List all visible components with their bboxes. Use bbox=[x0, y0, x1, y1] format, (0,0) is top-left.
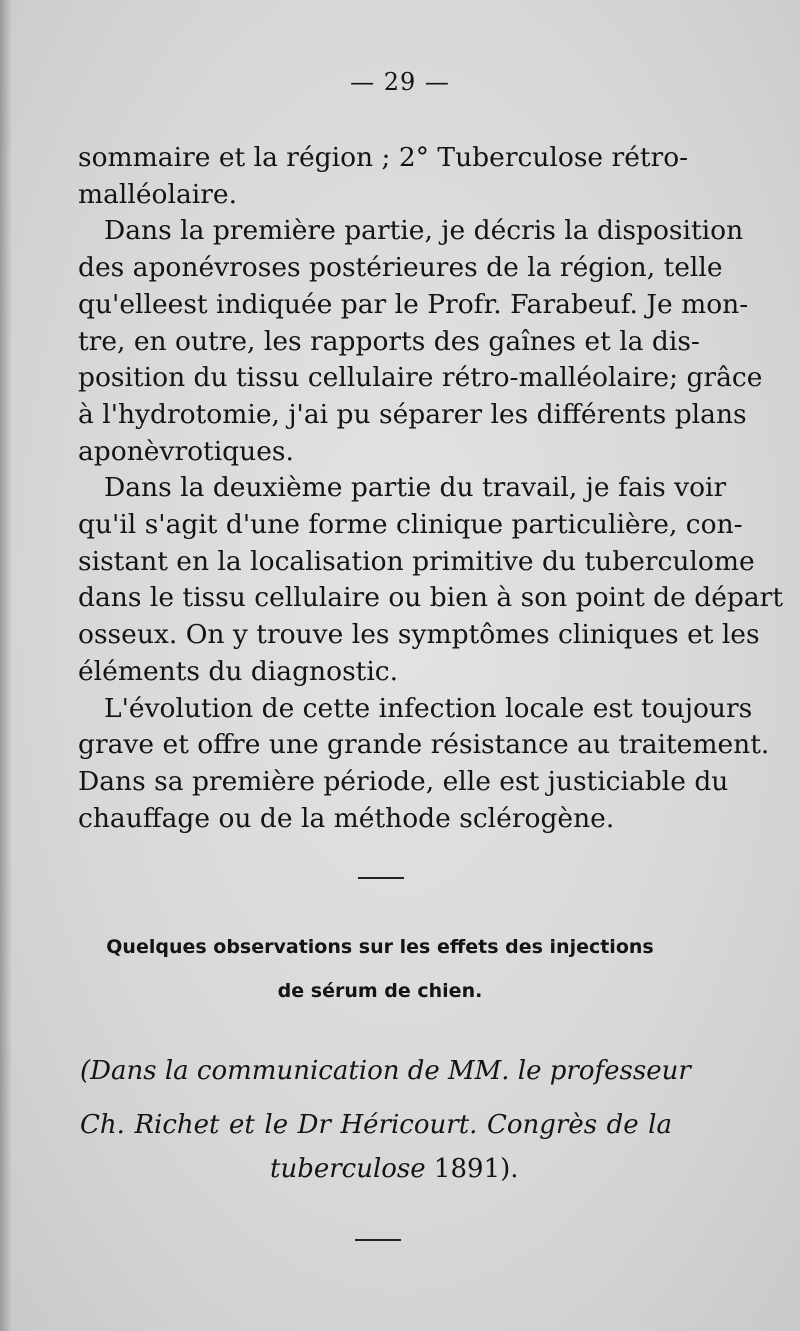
text-line: dans le tissu cellulaire ou bien à son point de départ bbox=[78, 582, 783, 614]
body-text bbox=[78, 140, 783, 837]
separator-rule bbox=[358, 877, 404, 879]
text-line: chauffage ou de la méthode sclérogène. bbox=[78, 802, 615, 834]
text-line: sommaire et la région ; 2° Tuberculose rétro- bbox=[78, 142, 689, 173]
citation-text: Ch. Richet et le Dr Héricourt. Congrès de la bbox=[80, 1110, 672, 1140]
citation-italic-text: tuberculose bbox=[270, 1154, 426, 1184]
separator-rule bbox=[355, 1239, 401, 1241]
page-edge-shadow bbox=[0, 0, 12, 1331]
paragraph-4 bbox=[78, 691, 770, 838]
text-line: Dans sa première période, elle est justiciable du bbox=[78, 765, 729, 797]
text-line: malléolaire. bbox=[78, 178, 238, 210]
text-line: Dans la deuxième partie du travail, je fais voir bbox=[104, 472, 727, 504]
paragraph-3 bbox=[78, 470, 783, 690]
text-line: à l'hydrotomie, j'ai pu séparer les différents plans bbox=[78, 398, 747, 430]
text-line: grave et offre une grande résistance au traitement. bbox=[78, 729, 770, 761]
text-line: sistant en la localisation primitive du tuberculome bbox=[78, 545, 755, 577]
citation-text: (Dans la communication de MM. le professeur bbox=[80, 1056, 691, 1086]
text-line: qu'elleest indiquée par le Profr. Farabeuf. Je mon- bbox=[78, 288, 749, 320]
citation-year: 1891). bbox=[425, 1154, 519, 1184]
text-line: tre, en outre, les rapports des gaînes et la dis- bbox=[78, 325, 700, 357]
text-line: Dans la première partie, je décris la disposition bbox=[104, 215, 744, 247]
section-heading-line-2: de sérum de chien. bbox=[277, 980, 483, 1002]
text-line: position du tissu cellulaire rétro-malléolaire; grâce bbox=[78, 362, 763, 394]
text-line: aponèvrotiques. bbox=[78, 435, 294, 467]
text-line: L'évolution de cette infection locale est toujours bbox=[104, 692, 753, 724]
text-line: éléments du diagnostic. bbox=[78, 655, 399, 687]
paragraph-1 bbox=[78, 140, 689, 213]
text-line: osseux. On y trouve les symptômes cliniques et les bbox=[78, 619, 760, 651]
paragraph-2 bbox=[78, 213, 763, 470]
section-heading-line-1: Quelques observations sur les effets des injections bbox=[106, 936, 654, 958]
citation-line-3 bbox=[270, 1142, 570, 1196]
text-line: des aponévroses postérieures de la région, telle bbox=[78, 252, 723, 284]
citation-line-1 bbox=[80, 1044, 691, 1098]
page-number: — 29 — bbox=[350, 68, 450, 96]
text-line: qu'il s'agit d'une forme clinique particulière, con- bbox=[78, 509, 743, 541]
